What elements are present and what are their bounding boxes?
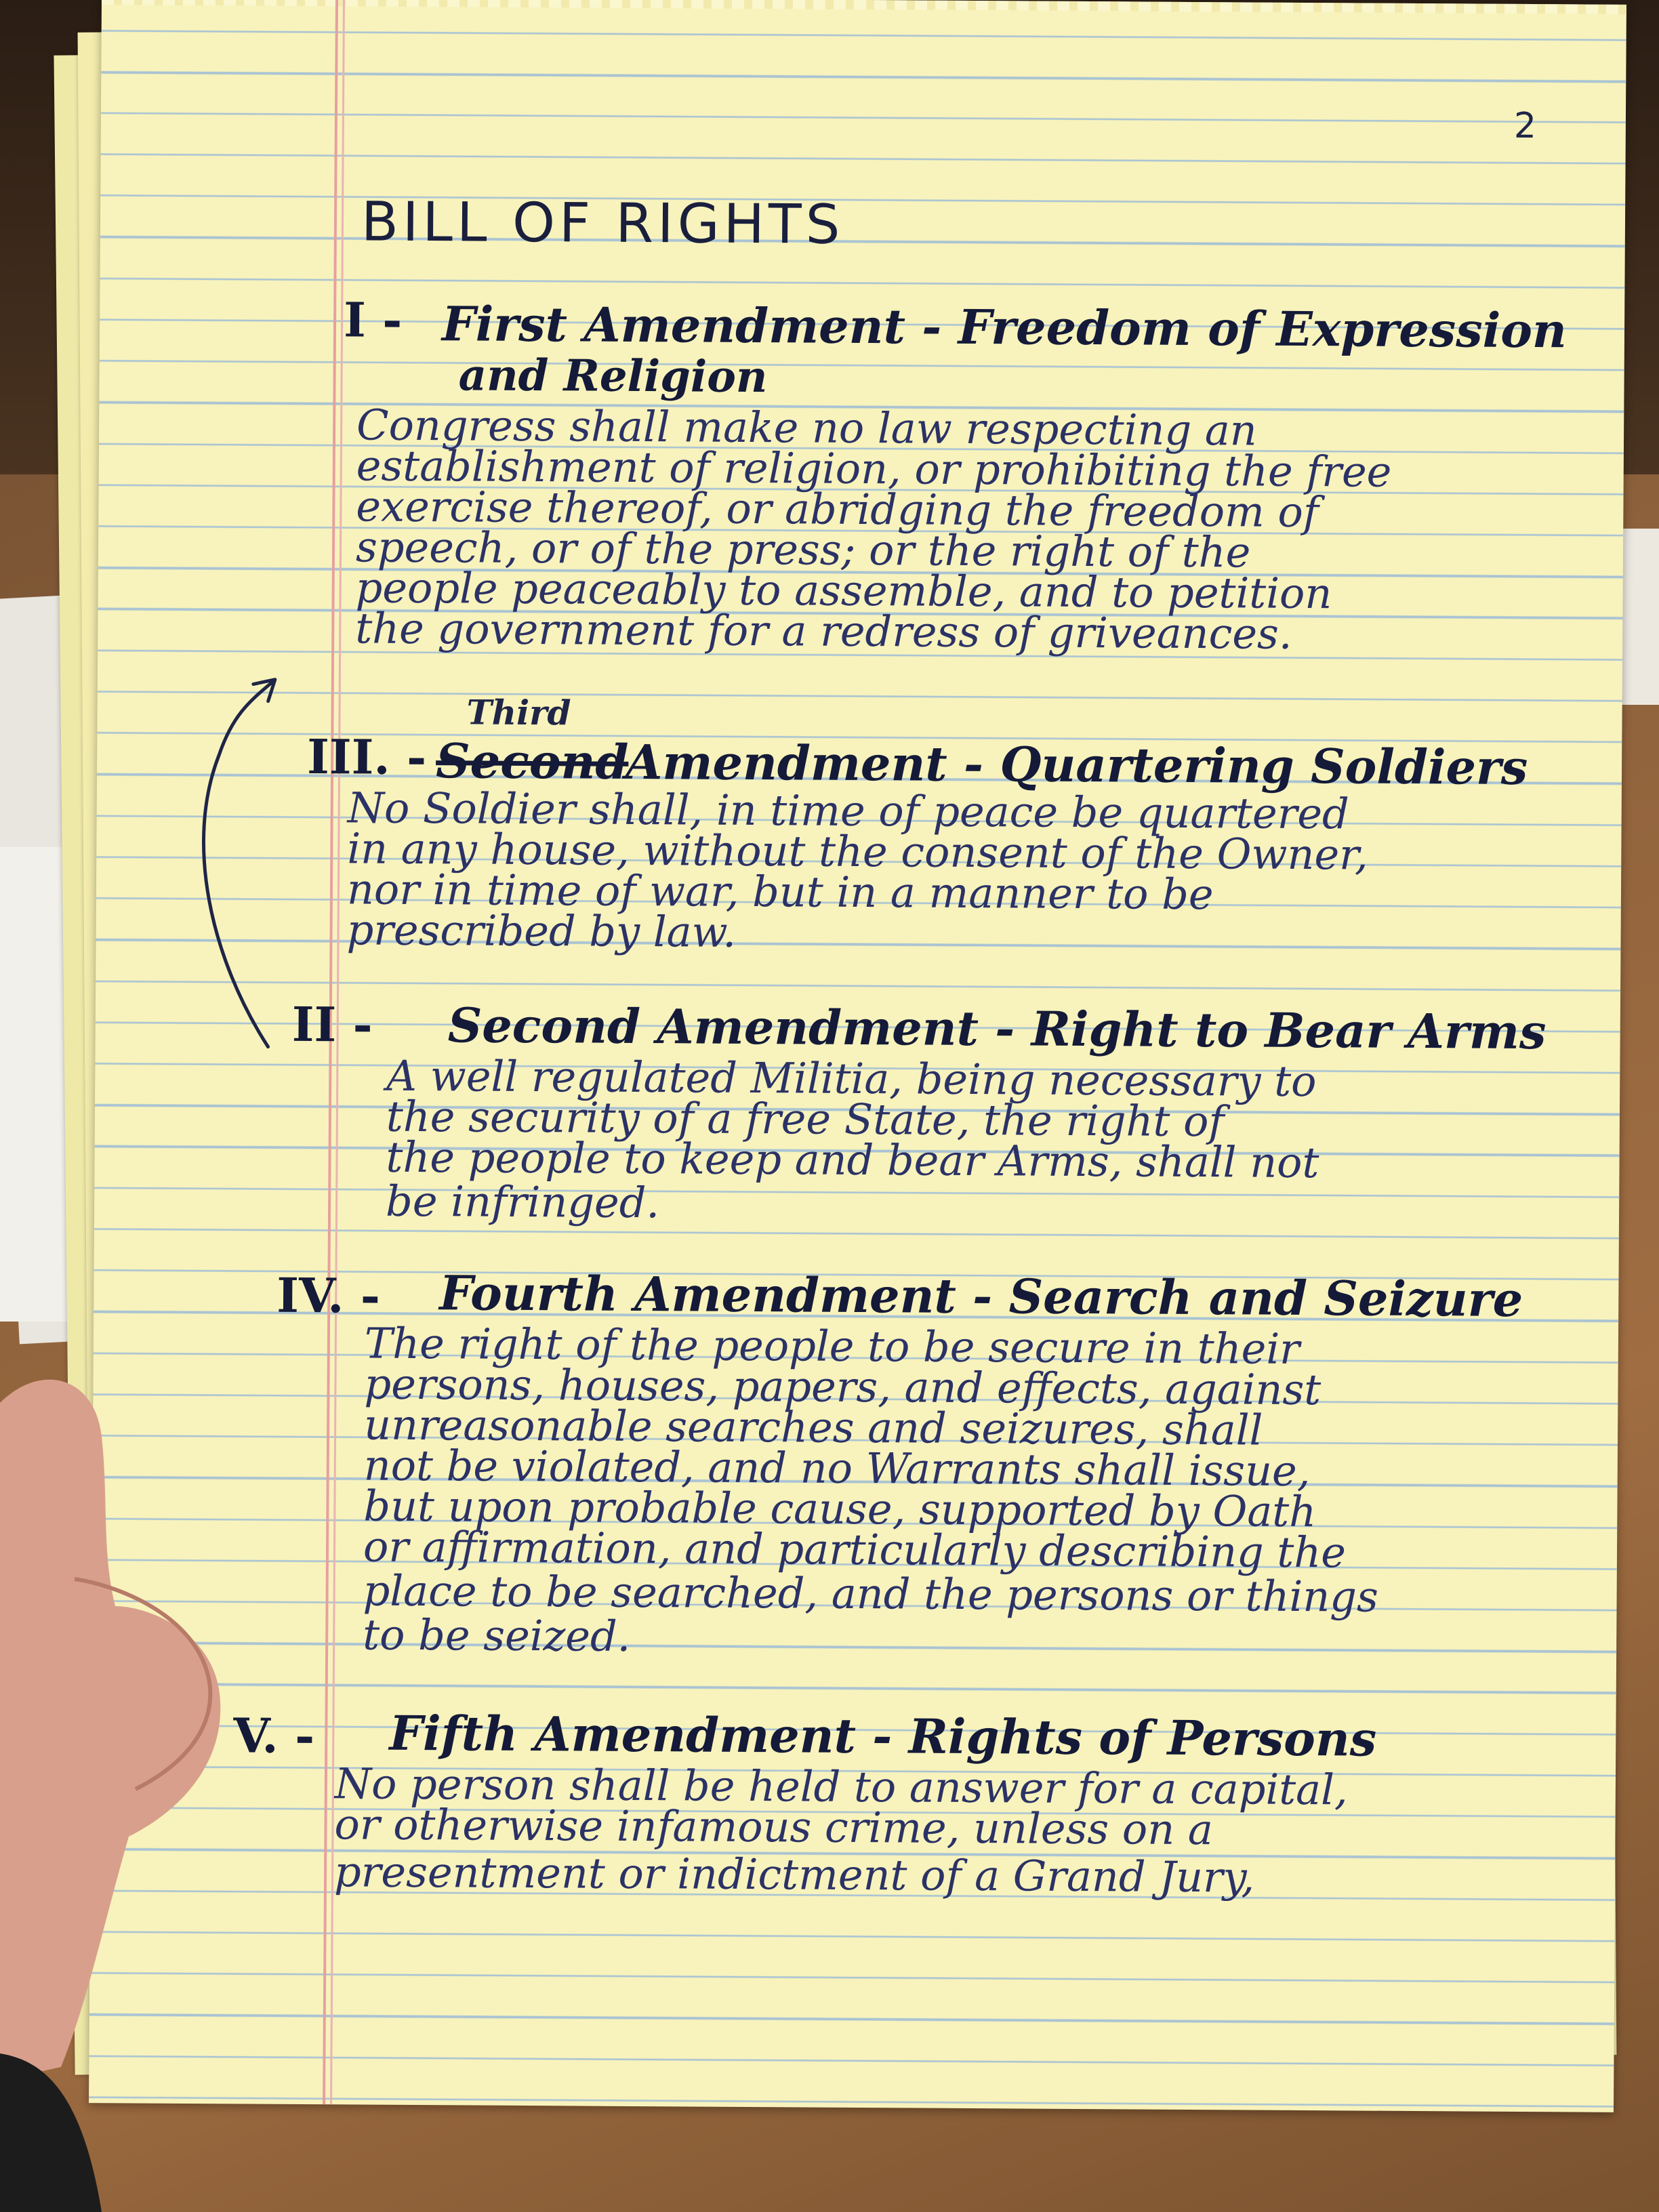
amendment-heading: Second Amendment - Right to Bear Arms — [447, 997, 1547, 1061]
amendment-text-line: the people to keep and bear Arms, shall not — [386, 1132, 1319, 1188]
amendment-text-line: The right of the people to be secure in their — [364, 1318, 1300, 1374]
amendment-text-line: the security of a free State, the right of — [386, 1091, 1225, 1147]
amendment-text-line: to be seized. — [363, 1610, 631, 1661]
amendment-numeral: IV. - — [276, 1267, 381, 1324]
amendment-text-line: No person shall be held to answer for a capital, — [334, 1759, 1348, 1815]
amendment-heading: Amendment - Quartering Soldiers — [625, 733, 1528, 796]
amendment-text-line: place to be searched, and the persons or things — [363, 1565, 1379, 1622]
amendment-text-line: prescribed by law. — [346, 905, 737, 957]
amendment-text-line: not be violated, and no Warrants shall issue, — [363, 1440, 1311, 1496]
page-title: BILL OF RIGHTS — [361, 190, 844, 256]
amendment-text-line: exercise thereof, or abridging the freedom of — [356, 481, 1319, 537]
amendment-text-line: Congress shall make no law respecting an — [356, 400, 1257, 455]
amendment-numeral: I - — [343, 291, 403, 348]
amendment-text-line: or otherwise infamous crime, unless on a — [334, 1799, 1214, 1855]
amendment-text-line: or affirmation, and particularly describing the — [363, 1521, 1347, 1578]
amendment-text-line: be infringed. — [385, 1176, 660, 1228]
amendment-text-line: establishment of religion, or prohibiting the free — [356, 441, 1392, 497]
amendment-text-line: the government for a redress of griveances. — [355, 603, 1292, 659]
amendment-text-line: unreasonable searches and seizures, shall — [363, 1399, 1263, 1455]
amendment-heading-continued: and Religion — [458, 350, 768, 403]
background-paper-right — [1618, 529, 1659, 705]
inserted-word: Third — [466, 692, 571, 733]
amendment-text-line: in any house, without the consent of the Owner, — [347, 823, 1368, 880]
amendment-text-line: but upon probable cause, supported by Oath — [363, 1481, 1317, 1537]
amendment-heading: Fourth Amendment - Search and Seizure — [439, 1265, 1523, 1328]
amendment-text-line: presentment or indictment of a Grand Jury, — [333, 1847, 1255, 1902]
amendment-text-line: nor in time of war, but in a manner to be — [346, 864, 1214, 920]
amendment-text-line: No Soldier shall, in time of peace be quartered — [347, 783, 1349, 839]
amendment-numeral: II - — [291, 996, 373, 1053]
amendment-numeral: III. - — [306, 729, 427, 786]
legal-pad-sheet — [89, 0, 1626, 2112]
amendment-text-line: A well regulated Militia, being necessary to — [386, 1050, 1317, 1107]
hand-illustration — [0, 1322, 224, 2212]
amendment-numeral: V. - — [233, 1707, 315, 1765]
page-number: 2 — [1513, 105, 1537, 147]
amendment-heading: Fifth Amendment - Rights of Persons — [389, 1704, 1377, 1767]
amendment-text-line: persons, houses, papers, and effects, against — [364, 1359, 1322, 1415]
amendment-text-line: speech, or of the press; or the right of the — [355, 522, 1251, 577]
amendment-text-line: people peaceably to assemble, and to petition — [355, 562, 1332, 619]
amendment-heading: First Amendment - Freedom of Expression — [441, 295, 1568, 359]
struck-word: Second — [435, 733, 629, 790]
